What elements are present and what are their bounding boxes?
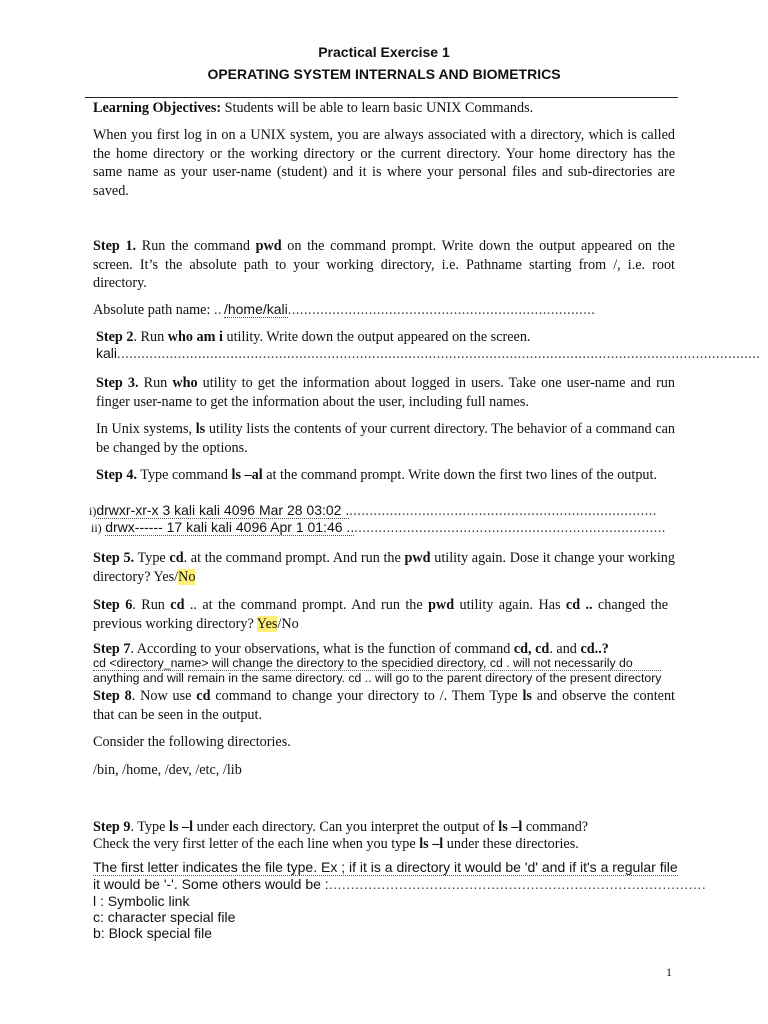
command: ls — [195, 421, 206, 437]
step-7-answer-2: anything and will remain in the same directory. cd .. will go to the parent directory of the present directory — [93, 671, 662, 685]
step-text: . Run — [132, 597, 171, 613]
step-9-answer-1 — [93, 859, 678, 875]
ls-info — [96, 420, 675, 457]
step-3 — [96, 374, 675, 411]
step-text: under each directory. Can you interpret the output of — [193, 819, 499, 835]
step-text: command to change your directory to /. Them Type — [210, 688, 523, 704]
step-2-answer-row — [96, 344, 761, 364]
step-text: utility again. Has — [454, 597, 566, 613]
step-text: /No — [277, 615, 299, 632]
learning-objectives — [93, 99, 675, 118]
step-9-label: Step 9 — [93, 819, 131, 835]
command: pwd — [255, 238, 282, 254]
step-text: . Now use — [131, 688, 197, 704]
ls-output-line: drwxr-xr-x 3 kali kali 4096 Mar 28 03:02 . — [96, 502, 350, 518]
step-8-label: Step 8 — [93, 688, 132, 704]
step-6 — [93, 596, 668, 633]
step-4-answer-1 — [89, 502, 657, 520]
command: cd..? — [580, 641, 609, 657]
step-6-answer: Yes — [256, 615, 278, 632]
step-text: command? — [522, 819, 589, 835]
page-number: 1 — [666, 965, 672, 979]
dotted-leader: ............................................................................ — [349, 503, 657, 519]
step-9 — [93, 818, 675, 837]
dotted-leader: .. — [213, 302, 223, 318]
answer-text: The first letter indicates the file type. Ex ; if it is a directory it would be 'd' and if it's a regular file — [93, 859, 678, 875]
intro-paragraph: When you first log in on a UNIX system, you are always associated with a directory, which is called the home directory or the working directory or the current directory. Your home directory has the same name as your user-name (student) and it is where your personal files and sub-directories are saved. — [93, 127, 675, 199]
step-2-answer: kali — [96, 345, 118, 361]
command: ls — [522, 688, 532, 704]
page-title: Practical Exercise 1 — [318, 44, 450, 60]
step-4-label: Step 4. — [96, 467, 137, 483]
item-number: ii) — [91, 521, 102, 535]
command: cd — [170, 597, 185, 613]
command: ls –l — [419, 836, 444, 852]
command: cd, cd — [513, 641, 550, 657]
step-text: Type command — [137, 467, 232, 483]
objectives-text: Students will be able to learn basic UNIX Commands. — [221, 100, 534, 116]
step-6-label: Step 6 — [93, 597, 133, 613]
step-text: under these directories. — [443, 836, 579, 852]
step-9-line-2 — [93, 835, 675, 854]
dotted-leader: ............................................................................ — [287, 302, 596, 318]
step-text: and observe the content that can be seen in the output. — [93, 688, 675, 723]
command: ls –l — [169, 819, 194, 835]
step-text: Run — [138, 375, 173, 391]
step-9-answer-5: b: Block special file — [93, 925, 213, 941]
step-text: .. at the command prompt. And run the — [184, 597, 429, 613]
step-text: utility again. Dose it change your working directory? Yes/ — [93, 550, 675, 585]
command: cd — [196, 688, 211, 704]
step-9-answer-2 — [93, 876, 707, 892]
consider-text: Consider the following directories. — [93, 734, 291, 750]
step-4 — [96, 466, 675, 485]
header-divider — [85, 97, 678, 98]
step-8 — [93, 687, 675, 724]
command: ls –l — [498, 819, 523, 835]
step-4-answer-2 — [91, 519, 666, 537]
directory-list: /bin, /home, /dev, /etc, /lib — [93, 762, 242, 778]
step-text: Run the command — [136, 238, 256, 254]
step-text: on the command prompt. Write down the output appeared on the screen. It’s the absolute path to your working directory, i.e. Pathname starting from /, i.e. root directory. — [93, 238, 675, 291]
step-5 — [93, 549, 675, 586]
path-label: Absolute path name: — [93, 302, 214, 318]
dotted-leader: ...................................................................................... — [328, 876, 707, 892]
step-text: at the command prompt. Write down the first two lines of the output. — [262, 467, 658, 483]
command: pwd — [404, 550, 431, 566]
step-7-answer-1: cd <directory_name> will change the directory to the specidied directory, cd . will not necessarily do — [93, 656, 633, 670]
command: cd — [169, 550, 184, 566]
dotted-leader: ............................................................................. — [354, 520, 666, 536]
step-text: . Run — [133, 329, 168, 345]
ls-output-line: drwx------ 17 kali kali 4096 Apr 1 01:46 .. — [105, 519, 355, 535]
dotted-leader: ............................................................................................................................................................... — [117, 346, 761, 362]
command: who am i — [167, 329, 223, 345]
absolute-path-row — [93, 300, 675, 320]
answer-text: it would be '-'. Some others would be : — [93, 876, 329, 892]
step-2-label: Step 2 — [96, 329, 134, 345]
step-text: changed the previous working directory? — [93, 597, 668, 632]
objectives-label: Learning Objectives: — [93, 100, 222, 116]
path-answer: /home/kali — [223, 301, 288, 317]
command: who — [172, 375, 198, 391]
step-3-label: Step 3. — [96, 375, 139, 391]
step-text: utility. Write down the output appeared on the screen. — [222, 329, 531, 345]
command: pwd — [428, 597, 455, 613]
step-text: Type — [134, 550, 170, 566]
step-text: . According to your observations, what is the function of command — [130, 641, 514, 657]
step-text: . Type — [130, 819, 169, 835]
step-text: . and — [549, 641, 581, 657]
command: cd .. — [565, 597, 593, 613]
step-9-answer-4: c: character special file — [93, 909, 236, 925]
item-number: i) — [89, 504, 97, 518]
command: ls –al — [231, 467, 263, 483]
text: In Unix systems, — [96, 421, 196, 437]
step-7-label: Step 7 — [93, 641, 131, 657]
step-text: . at the command prompt. And run the — [183, 550, 405, 566]
step-5-label: Step 5. — [93, 550, 135, 566]
step-9-answer-3: l : Symbolic link — [93, 893, 190, 909]
step-1 — [93, 237, 675, 293]
step-text: utility to get the information about logged in users. Take one user-name and run finger user-name to get the information about the user, including full names. — [96, 375, 675, 410]
step-5-answer: No — [178, 568, 196, 585]
page-subtitle: OPERATING SYSTEM INTERNALS AND BIOMETRICS — [207, 66, 561, 82]
step-text: Check the very first letter of the each line when you type — [93, 836, 420, 852]
step-1-label: Step 1. — [93, 238, 137, 254]
text: utility lists the contents of your current directory. The behavior of a command can be changed by the options. — [96, 421, 675, 456]
